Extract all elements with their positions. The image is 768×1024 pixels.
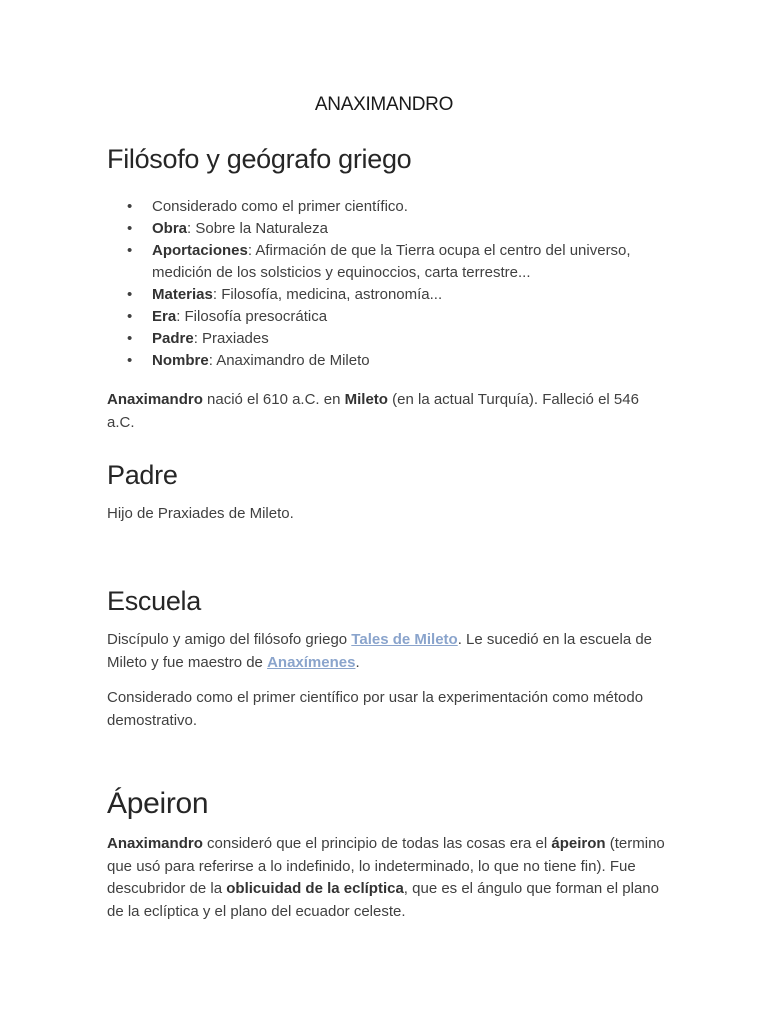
section-heading-apeiron: Ápeiron — [107, 787, 209, 820]
facts-list — [127, 196, 692, 372]
list-item: • Era: Filosofía presocrática — [152, 306, 692, 328]
anaximenes-link[interactable]: Anaxímenes — [267, 653, 356, 671]
section-heading-escuela: Escuela — [107, 586, 201, 616]
list-item: • Materias: Filosofía, medicina, astronomía... — [152, 284, 692, 306]
list-item: • Considerado como el primer científico. — [152, 196, 692, 218]
cientifico-paragraph: Considerado como el primer científico por usar la experimentación como método demostrativo. — [107, 689, 644, 729]
list-item: • Nombre: Anaximandro de Mileto — [152, 350, 692, 372]
escuela-paragraph: Discípulo y amigo del filósofo griego Tales de Mileto. Le sucedió en la escuela de Mileto y fue maestro de Anaxímenes. — [107, 631, 653, 671]
section-heading-padre: Padre — [107, 460, 178, 490]
tales-de-mileto-link[interactable]: Tales de Mileto — [351, 631, 458, 648]
birth-paragraph: Anaximandro nació el 610 a.C. en Mileto (en la actual Turquía). Falleció el 546 a.C. — [107, 391, 639, 431]
padre-paragraph: Hijo de Praxiades de Mileto. — [107, 505, 294, 522]
list-item: • Obra: Sobre la Naturaleza — [152, 218, 692, 240]
document-title: ANAXIMANDRO — [314, 94, 454, 115]
section-heading-filosofo: Filósofo y geógrafo griego — [107, 144, 412, 174]
list-item: • Padre: Praxiades — [152, 328, 692, 350]
apeiron-paragraph: Anaximandro consideró que el principio de todas las cosas era el ápeiron (termino que usó para referirse a lo indefinido, lo indeterminado, lo que no tiene fin). Fue descubridor de la oblicuidad de la eclíptica, que es el ángulo que forman el plano de la eclíptica y el plano del ecuador celeste. — [107, 835, 665, 920]
list-item: • Aportaciones: Afirmación de que la Tierra ocupa el centro del universo, medición de los solsticios y equinoccios, carta terrestre... — [152, 240, 692, 284]
